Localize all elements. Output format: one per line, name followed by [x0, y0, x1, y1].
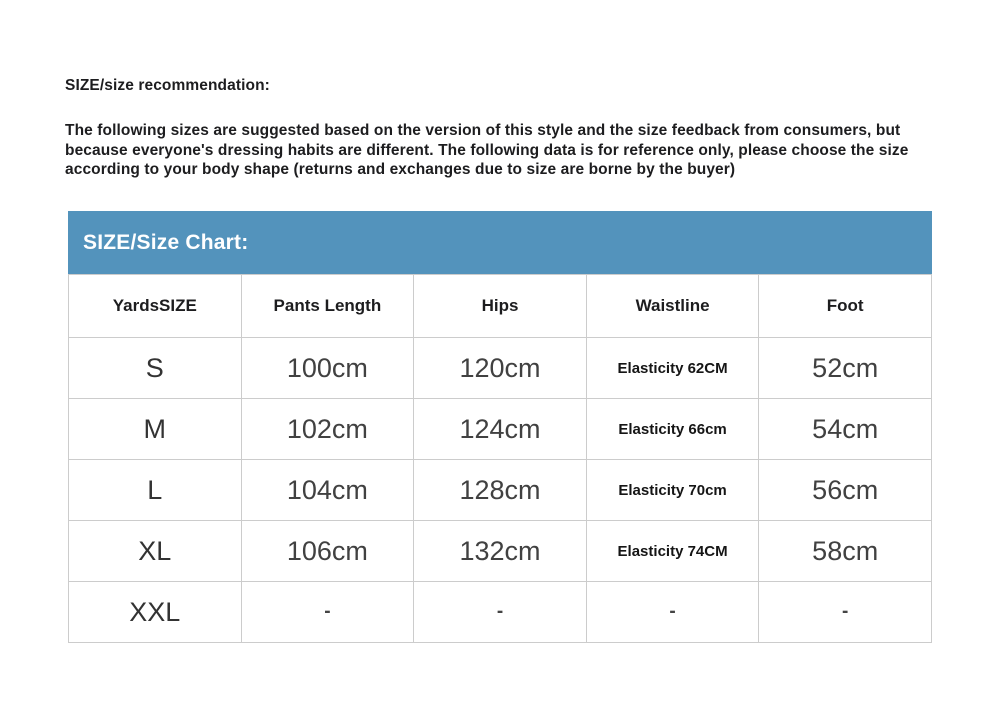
waistline-cell: Elasticity 66cm — [586, 399, 759, 460]
table-row-xl — [69, 521, 932, 582]
table-row-l — [69, 460, 932, 521]
hips-cell: - — [414, 582, 587, 643]
column-header-foot: Foot — [759, 275, 932, 338]
size-cell: M — [69, 399, 242, 460]
pants-length-cell: 100cm — [241, 338, 414, 399]
column-header-pants-length: Pants Length — [241, 275, 414, 338]
size-chart-title: SIZE/Size Chart: — [83, 230, 249, 254]
pants-length-cell: 106cm — [241, 521, 414, 582]
waistline-cell: - — [586, 582, 759, 643]
hips-cell: 132cm — [414, 521, 587, 582]
foot-cell: - — [759, 582, 932, 643]
foot-cell: 58cm — [759, 521, 932, 582]
pants-length-cell: 102cm — [241, 399, 414, 460]
size-cell: L — [69, 460, 242, 521]
size-cell: XXL — [69, 582, 242, 643]
hips-cell: 124cm — [414, 399, 587, 460]
foot-cell: 56cm — [759, 460, 932, 521]
waistline-cell: Elasticity 70cm — [586, 460, 759, 521]
hips-cell: 120cm — [414, 338, 587, 399]
table-header-row — [69, 275, 932, 338]
waistline-cell: Elasticity 62CM — [586, 338, 759, 399]
table-row-xxl — [69, 582, 932, 643]
pants-length-cell: 104cm — [241, 460, 414, 521]
foot-cell: 54cm — [759, 399, 932, 460]
size-cell: S — [69, 338, 242, 399]
column-header-size: YardsSIZE — [69, 275, 242, 338]
column-header-hips: Hips — [414, 275, 587, 338]
pants-length-cell: - — [241, 582, 414, 643]
table-row-m — [69, 399, 932, 460]
foot-cell: 52cm — [759, 338, 932, 399]
waistline-cell: Elasticity 74CM — [586, 521, 759, 582]
column-header-waistline: Waistline — [586, 275, 759, 338]
page-title: SIZE/size recommendation: — [65, 77, 270, 94]
size-chart-title-bar — [68, 211, 932, 274]
size-chart-table — [68, 274, 932, 643]
hips-cell: 128cm — [414, 460, 587, 521]
size-cell: XL — [69, 521, 242, 582]
size-recommendation-text: The following sizes are suggested based on the version of this style and the size feedback from consumers, but because everyone's dressing habits are different. The following data is for reference only, please choose the size according to your body shape (returns and exchanges due to size are borne by the buyer) — [65, 122, 909, 178]
table-row-s — [69, 338, 932, 399]
